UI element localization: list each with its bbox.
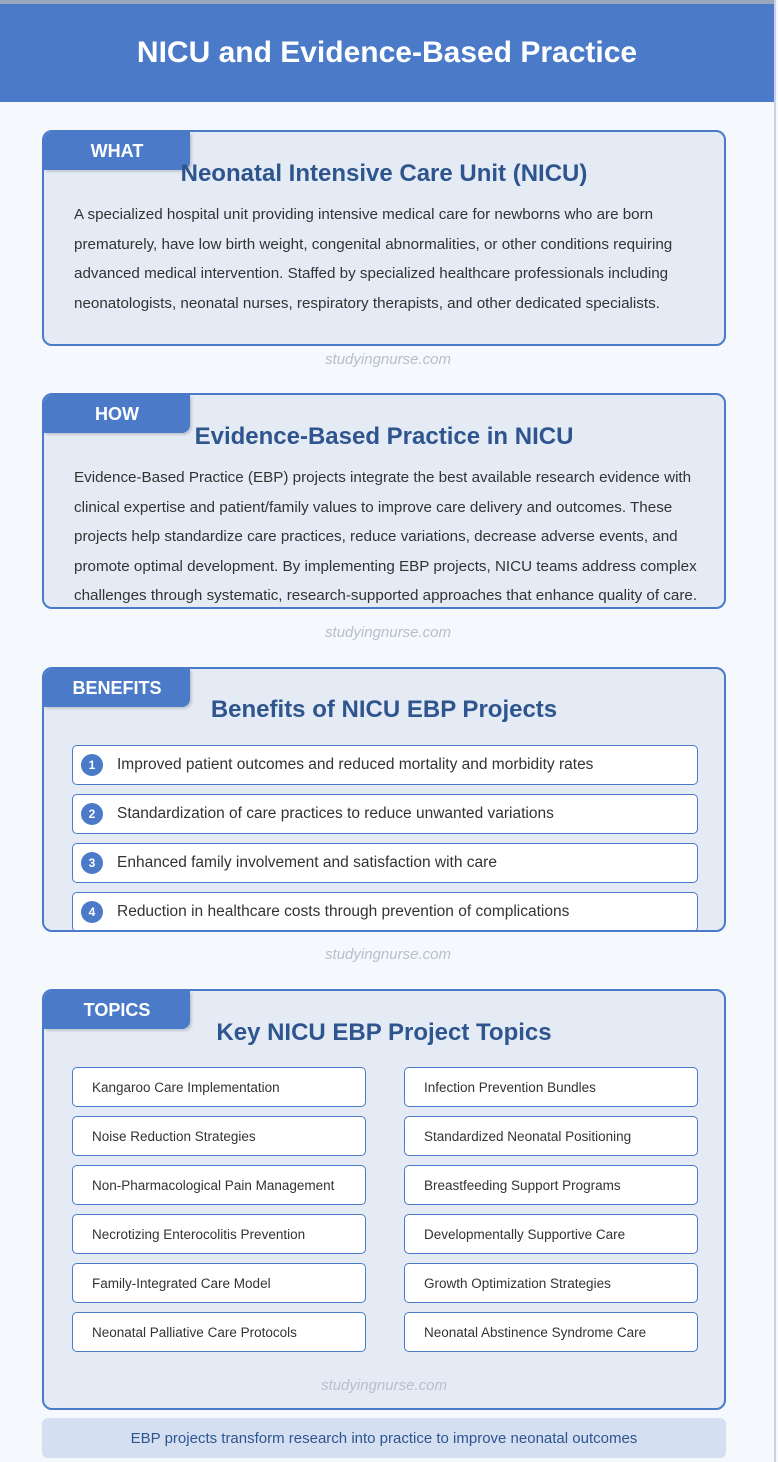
how-card: [42, 393, 726, 609]
page-header: [0, 0, 774, 102]
what-title: Neonatal Intensive Care Unit (NICU): [180, 160, 588, 187]
topic-item: Family-Integrated Care Model: [72, 1263, 366, 1303]
benefit-text: Standardization of care practices to reduce unwanted variations: [117, 805, 554, 822]
benefit-item: [72, 892, 698, 932]
what-card: [42, 130, 726, 346]
topic-item: Neonatal Abstinence Syndrome Care: [404, 1312, 698, 1352]
how-text: Evidence-Based Practice (EBP) projects integrate the best available research evidence with clinical expertise and patient/family values to improve care delivery and outcomes. These projects help standardize care practices, reduce variations, decrease adverse events, and promote optimal development. By implementing EBP projects, NICU teams address complex challenges through systematic, research-supported approaches that enhance quality of care.: [74, 469, 698, 604]
watermark: studyingnurse.com: [325, 351, 451, 368]
watermark: studyingnurse.com: [325, 624, 451, 641]
watermark: studyingnurse.com: [325, 946, 451, 963]
benefit-item: [72, 745, 698, 785]
topics-title: Key NICU EBP Project Topics: [216, 1019, 552, 1046]
benefits-title: Benefits of NICU EBP Projects: [210, 696, 558, 723]
topic-item: Noise Reduction Strategies: [72, 1116, 366, 1156]
topics-card: [42, 989, 726, 1410]
topics-tag: TOPICS: [44, 991, 190, 1029]
topic-item: Growth Optimization Strategies: [404, 1263, 698, 1303]
benefit-text: Enhanced family involvement and satisfaction with care: [117, 854, 497, 871]
topic-item: Kangaroo Care Implementation: [72, 1067, 366, 1107]
benefit-number: 4: [81, 901, 103, 923]
benefit-number: 2: [81, 803, 103, 825]
benefit-item: [72, 843, 698, 883]
topic-item: Necrotizing Enterocolitis Prevention: [72, 1214, 366, 1254]
topic-item: Non-Pharmacological Pain Management: [72, 1165, 366, 1205]
benefit-number: 1: [81, 754, 103, 776]
how-tag: HOW: [44, 395, 190, 433]
topic-item: Infection Prevention Bundles: [404, 1067, 698, 1107]
page-title: NICU and Evidence-Based Practice: [136, 36, 638, 69]
topic-item: Breastfeeding Support Programs: [404, 1165, 698, 1205]
benefits-tag: BENEFITS: [44, 669, 190, 707]
benefit-number: 3: [81, 852, 103, 874]
topic-item: Developmentally Supportive Care: [404, 1214, 698, 1254]
watermark: studyingnurse.com: [321, 1377, 447, 1394]
topic-item: Standardized Neonatal Positioning: [404, 1116, 698, 1156]
benefit-text: Improved patient outcomes and reduced mortality and morbidity rates: [117, 756, 594, 773]
benefits-card: [42, 667, 726, 932]
topic-item: Neonatal Palliative Care Protocols: [72, 1312, 366, 1352]
how-title: Evidence-Based Practice in NICU: [194, 423, 574, 450]
benefit-item: [72, 794, 698, 834]
benefit-text: Reduction in healthcare costs through prevention of complications: [117, 903, 570, 920]
footer-banner: EBP projects transform research into practice to improve neonatal outcomes: [42, 1418, 726, 1458]
what-text: A specialized hospital unit providing intensive medical care for newborns who are born prematurely, have low birth weight, congenital abnormalities, or other conditions requiring advanced medical intervention. Staffed by specialized healthcare professionals including neonatologists, neonatal nurses, respiratory therapists, and other dedicated specialists.: [74, 206, 673, 312]
what-tag: WHAT: [44, 132, 190, 170]
